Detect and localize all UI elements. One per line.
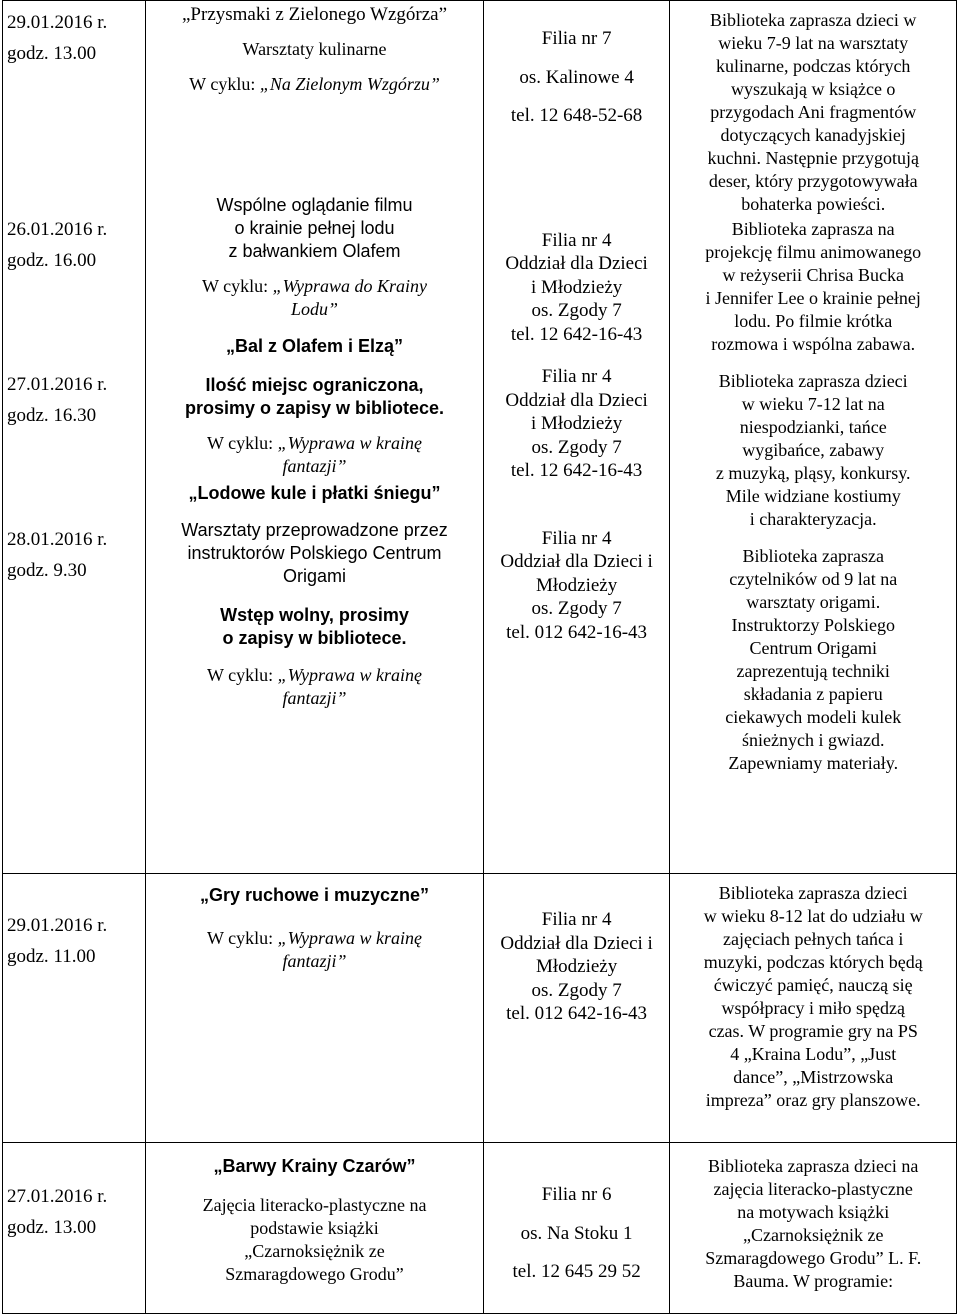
branch-dept: Oddział dla Dzieci bbox=[505, 253, 648, 274]
description-line: ciekawych modeli kulek bbox=[725, 707, 902, 727]
description-line: deser, który przygotowywała bbox=[708, 171, 918, 191]
cycle-name-cont: Lodu” bbox=[291, 299, 339, 319]
cycle-prefix: W cyklu: bbox=[189, 74, 260, 94]
description-line: Zapewniamy materiały. bbox=[728, 753, 899, 773]
branch-name: Filia nr 6 bbox=[541, 1184, 612, 1205]
description-cell bbox=[670, 874, 957, 1143]
description-line: projekcję filmu animowanego bbox=[705, 242, 922, 262]
event-entry bbox=[150, 874, 479, 907]
event-note: prosimy o zapisy w bibliotece. bbox=[184, 398, 445, 418]
description-line: wieku 7-9 lat na warsztaty bbox=[718, 33, 909, 53]
event-note: Ilość miejsc ograniczona, bbox=[205, 375, 424, 395]
event-title: „Barwy Krainy Czarów” bbox=[213, 1156, 416, 1176]
branch-dept: Oddział dla Dzieci i bbox=[500, 551, 653, 572]
time-text: godz. 13.00 bbox=[7, 43, 97, 64]
description-line: na motywach książki bbox=[737, 1202, 890, 1222]
description-entry bbox=[674, 874, 952, 1112]
place-cell bbox=[483, 1, 670, 874]
description-line: muzyki, podczas których będą bbox=[703, 952, 923, 972]
description-line: Biblioteka zaprasza dzieci bbox=[718, 883, 908, 903]
description-line: wyszukają w książce o bbox=[731, 79, 896, 99]
event-note: Wstęp wolny, prosimy bbox=[220, 605, 409, 625]
description-line: czas. W programie gry na PS bbox=[708, 1021, 918, 1041]
date-cell bbox=[3, 1143, 146, 1314]
description-entry bbox=[674, 1, 952, 216]
description-line: i charakteryzacja. bbox=[749, 509, 877, 529]
phone: tel. 12 642-16-43 bbox=[510, 323, 643, 345]
address: os. Zgody 7 bbox=[531, 300, 622, 321]
date-text: 27.01.2016 r. bbox=[7, 1186, 108, 1207]
date-cell bbox=[3, 1, 146, 874]
description-line: 4 „Kraina Lodu”, „Just bbox=[730, 1044, 897, 1064]
address: os. Zgody 7 bbox=[531, 436, 622, 458]
event-desc: Origami bbox=[283, 566, 347, 586]
description-line: zaprezentują techniki bbox=[736, 661, 890, 681]
description-entry bbox=[674, 1143, 952, 1293]
event-entry bbox=[150, 1143, 479, 1178]
address: os. Na Stoku 1 bbox=[520, 1222, 633, 1244]
cycle-name: „Wyprawa w krainę bbox=[277, 928, 423, 948]
place-entry bbox=[488, 874, 666, 1026]
event-desc-line: podstawie książki bbox=[250, 1218, 379, 1238]
place-entry bbox=[488, 365, 666, 483]
date-entry bbox=[7, 1, 141, 69]
event-subtitle: Warsztaty kulinarne bbox=[242, 39, 387, 59]
branch-dept: i Młodzieży bbox=[530, 413, 623, 434]
event-title-line: z bałwankiem Olafem bbox=[228, 241, 401, 261]
cycle-name: „Wyprawa do Krainy bbox=[272, 276, 428, 296]
event-entry bbox=[150, 194, 479, 263]
phone: tel. 012 642-16-43 bbox=[506, 621, 648, 643]
time-text: godz. 16.00 bbox=[7, 250, 97, 271]
description-line: niespodzianki, tańce bbox=[739, 417, 887, 437]
description-line: Mile widziane kostiumy bbox=[725, 486, 901, 506]
description-line: zajęcia literacko-plastyczne bbox=[713, 1179, 913, 1199]
event-desc: instruktorów Polskiego Centrum bbox=[187, 543, 442, 563]
table-row bbox=[3, 1143, 957, 1314]
cycle-name-cont: fantazji” bbox=[282, 688, 347, 708]
date-entry bbox=[7, 524, 141, 586]
time-text: godz. 11.00 bbox=[7, 946, 96, 967]
date-text: 29.01.2016 r. bbox=[7, 915, 108, 936]
description-line: rozmowa i wspólna zabawa. bbox=[711, 334, 916, 354]
event-cycle bbox=[150, 275, 479, 321]
table-row bbox=[3, 874, 957, 1143]
address: os. Zgody 7 bbox=[531, 979, 622, 1001]
event-title-line: Wspólne oglądanie filmu bbox=[216, 195, 413, 215]
description-entry bbox=[674, 218, 952, 356]
cycle-prefix: W cyklu: bbox=[207, 433, 278, 453]
event-title: „Bal z Olafem i Elzą” bbox=[225, 336, 404, 356]
description-line: bohaterka powieści. bbox=[741, 194, 886, 214]
time-text: godz. 13.00 bbox=[7, 1217, 97, 1238]
description-entry bbox=[674, 545, 952, 775]
event-desc-line: „Czarnoksiężnik ze bbox=[244, 1241, 385, 1261]
date-cell bbox=[3, 874, 146, 1143]
place-cell bbox=[483, 1143, 670, 1314]
description-line: dotyczących kanadyjskiej bbox=[720, 125, 906, 145]
event-desc bbox=[150, 1194, 479, 1286]
event-cell bbox=[146, 1, 484, 874]
description-line: Szmaragdowego Grodu” L. F. bbox=[705, 1248, 922, 1268]
date-entry bbox=[7, 369, 141, 431]
event-cycle bbox=[150, 927, 479, 973]
event-schedule-table bbox=[2, 0, 957, 1314]
description-line: Centrum Origami bbox=[749, 638, 877, 658]
description-line: w wieku 8-12 lat do udziału w bbox=[703, 906, 923, 926]
cycle-name: „Na Zielonym Wzgórzu” bbox=[259, 74, 440, 94]
description-line: impreza” oraz gry planszowe. bbox=[705, 1090, 921, 1110]
cycle-name-cont: fantazji” bbox=[282, 951, 347, 971]
branch-dept: Oddział dla Dzieci i bbox=[500, 932, 653, 954]
date-entry bbox=[7, 214, 141, 276]
place-entry bbox=[488, 1143, 666, 1284]
event-note: o zapisy w bibliotece. bbox=[222, 628, 407, 648]
description-cell bbox=[670, 1143, 957, 1314]
event-entry bbox=[150, 335, 479, 420]
cycle-prefix: W cyklu: bbox=[202, 276, 273, 296]
place-entry bbox=[488, 1, 666, 128]
branch-name: Filia nr 4 bbox=[541, 366, 612, 387]
time-text: godz. 16.30 bbox=[7, 405, 97, 426]
phone: tel. 12 642-16-43 bbox=[510, 460, 643, 481]
description-line: kuchni. Następnie przygotują bbox=[707, 148, 919, 168]
branch-name: Filia nr 4 bbox=[541, 909, 612, 930]
event-title: „Lodowe kule i płatki śniegu” bbox=[188, 483, 441, 503]
event-desc-line: Zajęcia literacko-plastyczne na bbox=[202, 1195, 427, 1215]
description-line: składania z papieru bbox=[743, 684, 883, 704]
description-line: Instruktorzy Polskiego bbox=[731, 615, 895, 635]
description-line: współpracy i miło spędzą bbox=[721, 998, 905, 1018]
cycle-name-cont: fantazji” bbox=[282, 456, 347, 476]
description-line: Biblioteka zaprasza na bbox=[731, 219, 895, 239]
event-cycle bbox=[150, 73, 479, 96]
branch-dept: i Młodzieży bbox=[530, 276, 623, 298]
date-text: 29.01.2016 r. bbox=[7, 12, 108, 33]
event-cycle bbox=[150, 432, 479, 478]
address: os. Zgody 7 bbox=[531, 598, 622, 619]
branch-name: Filia nr 4 bbox=[541, 527, 612, 549]
description-line: „Czarnoksiężnik ze bbox=[743, 1225, 884, 1245]
branch-dept: Młodzieży bbox=[535, 574, 618, 596]
description-line: z muzyką, pląsy, konkursy. bbox=[715, 463, 911, 483]
table-row bbox=[3, 1, 957, 874]
description-entry bbox=[674, 370, 952, 531]
branch-name: Filia nr 7 bbox=[541, 28, 612, 49]
branch-dept: Młodzieży bbox=[535, 956, 618, 977]
date-text: 26.01.2016 r. bbox=[7, 219, 108, 240]
event-title: „Przysmaki z Zielonego Wzgórza” bbox=[182, 4, 448, 25]
cycle-prefix: W cyklu: bbox=[207, 665, 278, 685]
cycle-name: „Wyprawa w krainę bbox=[277, 665, 423, 685]
description-line: wygibańce, zabawy bbox=[742, 440, 885, 460]
description-cell bbox=[670, 1, 957, 874]
description-line: Biblioteka zaprasza bbox=[742, 546, 884, 566]
branch-dept: Oddział dla Dzieci bbox=[505, 389, 648, 411]
place-cell bbox=[483, 874, 670, 1143]
description-line: w reżyserii Chrisa Bucka bbox=[722, 265, 904, 285]
time-text: godz. 9.30 bbox=[7, 560, 87, 581]
event-cell bbox=[146, 874, 484, 1143]
date-text: 28.01.2016 r. bbox=[7, 529, 108, 550]
description-line: warsztaty origami. bbox=[746, 592, 881, 612]
date-entry bbox=[7, 874, 141, 972]
description-line: czytelników od 9 lat na bbox=[729, 569, 898, 589]
description-line: Biblioteka zaprasza dzieci w bbox=[710, 10, 917, 30]
phone: tel. 12 648-52-68 bbox=[510, 105, 643, 126]
event-entry bbox=[150, 1, 479, 96]
description-line: i Jennifer Lee o krainie pełnej bbox=[705, 288, 921, 308]
event-desc: Warsztaty przeprowadzone przez bbox=[181, 520, 448, 540]
cycle-name: „Wyprawa w krainę bbox=[277, 433, 423, 453]
event-title-line: o krainie pełnej lodu bbox=[234, 218, 395, 238]
address: os. Kalinowe 4 bbox=[519, 66, 634, 88]
place-entry bbox=[488, 229, 666, 347]
description-line: ćwiczyć pamięć, nauczą się bbox=[713, 975, 913, 995]
phone: tel. 12 645 29 52 bbox=[512, 1261, 641, 1282]
phone: tel. 012 642-16-43 bbox=[506, 1003, 648, 1024]
date-entry bbox=[7, 1143, 141, 1243]
event-desc-line: Szmaragdowego Grodu” bbox=[225, 1264, 404, 1284]
description-line: lodu. Po filmie krótka bbox=[734, 311, 893, 331]
date-text: 27.01.2016 r. bbox=[7, 374, 108, 395]
description-line: Biblioteka zaprasza dzieci bbox=[718, 371, 908, 391]
cycle-prefix: W cyklu: bbox=[207, 928, 278, 948]
event-cycle bbox=[150, 664, 479, 710]
description-line: Bauma. W programie: bbox=[733, 1271, 894, 1291]
description-line: Biblioteka zaprasza dzieci na bbox=[708, 1156, 919, 1176]
description-line: w wieku 7-12 lat na bbox=[741, 394, 885, 414]
event-cell bbox=[146, 1143, 484, 1314]
description-line: przygodach Ani fragmentów bbox=[710, 102, 917, 122]
description-line: kulinarne, podczas których bbox=[716, 56, 911, 76]
description-line: dance”, „Mistrzowska bbox=[733, 1067, 894, 1087]
place-entry bbox=[488, 527, 666, 645]
branch-name: Filia nr 4 bbox=[541, 229, 612, 251]
event-title: „Gry ruchowe i muzyczne” bbox=[199, 885, 430, 905]
description-line: śnieżnych i gwiazd. bbox=[742, 730, 885, 750]
description-line: zajęciach pełnych tańca i bbox=[723, 929, 904, 949]
event-entry bbox=[150, 482, 479, 650]
